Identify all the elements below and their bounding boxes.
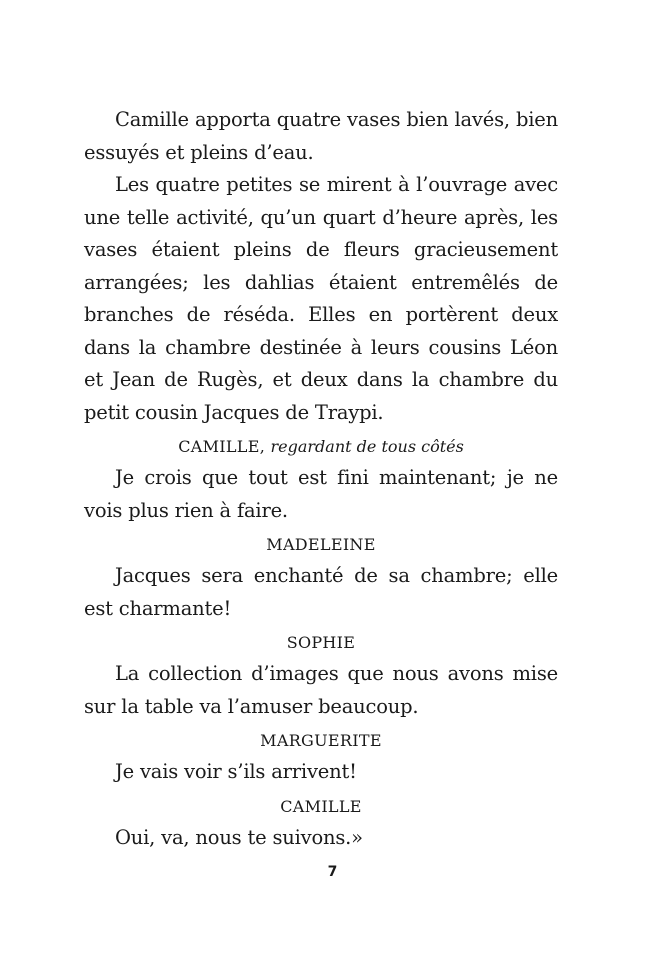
- speaker-heading: [84, 432, 558, 462]
- speaker-name: MARGUERITE: [260, 731, 382, 750]
- speaker-name: SOPHIE: [286, 633, 356, 652]
- paragraph-vases: Camille apporta quatre vases bien lavés, bien essuyés et pleins d’eau.: [84, 108, 558, 164]
- speaker-name: CAMILLE,: [178, 437, 266, 456]
- dialogue-line: Oui, va, nous te suivons.»: [115, 825, 363, 849]
- speaker-heading: [84, 726, 558, 756]
- page-number: 7: [327, 864, 338, 880]
- paragraph-flowers: Les quatre petites se mirent à l’ouvrage avec une telle activité, qu’un quart d’heure après, les vases étaient pleins de fleurs gracieusement arrangées; les dahlias étaient entremêlés de branches de réséda. Elles en portèrent deux dans la chambre destinée à leurs cousins Léon et Jean de Rugès, et deux dans la chambre du petit cousin Jacques de Traypi.: [84, 173, 558, 424]
- speaker-name: CAMILLE: [280, 796, 362, 816]
- dialogue-line: Je crois que tout est fini maintenant; je ne vois plus rien à faire.: [84, 466, 558, 522]
- dialogue-line: La collection d’images que nous avons mise sur la table va l’amuser beaucoup.: [84, 662, 558, 718]
- page-text: [84, 104, 558, 854]
- speaker-name: MADELEINE: [266, 535, 376, 554]
- dialogue-line: Jacques sera enchanté de sa chambre; elle est charmante!: [84, 564, 558, 620]
- speaker-heading: [84, 628, 558, 658]
- speaker-heading: [84, 792, 558, 822]
- dialogue-line: Je vais voir s’ils arrivent!: [115, 760, 357, 783]
- speaker-heading: [84, 530, 558, 560]
- stage-direction: regardant de tous côtés: [270, 437, 464, 456]
